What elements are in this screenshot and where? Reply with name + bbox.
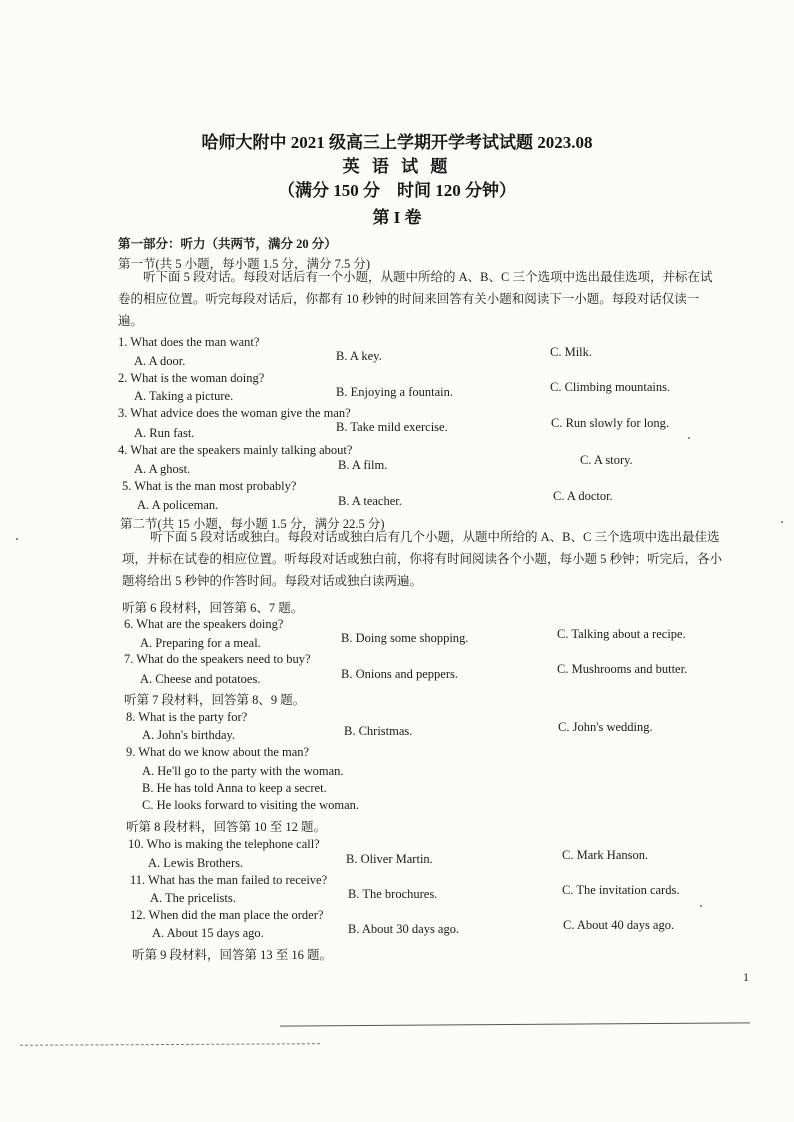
material-note-9: 听第 9 段材料，回答第 13 至 16 题。 xyxy=(132,948,333,962)
question-11: 11. What has the man failed to receive? xyxy=(130,873,328,887)
question-12: 12. When did the man place the order? xyxy=(130,908,324,922)
question-9: 9. What do we know about the man? xyxy=(126,745,310,759)
section1-instructions xyxy=(118,266,718,332)
q5-option-c: C. A doctor. xyxy=(553,489,613,503)
q1-option-b: B. A key. xyxy=(336,349,382,363)
q11-option-a: A. The pricelists. xyxy=(150,891,236,905)
q10-option-c: C. Mark Hanson. xyxy=(562,848,649,862)
question-7: 7. What do the speakers need to buy? xyxy=(124,652,311,666)
q9-option-b: B. He has told Anna to keep a secret. xyxy=(142,781,327,795)
q8-option-b: B. Christmas. xyxy=(344,724,413,738)
q7-option-b: B. Onions and peppers. xyxy=(341,667,458,681)
material-note-8: 听第 8 段材料，回答第 10 至 12 题。 xyxy=(126,820,327,834)
q1-option-a: A. A door. xyxy=(134,354,186,368)
scan-speck xyxy=(781,521,783,523)
q6-option-c: C. Talking about a recipe. xyxy=(557,627,686,641)
q3-option-b: B. Take mild exercise. xyxy=(336,420,448,434)
bottom-rule xyxy=(280,1022,750,1026)
material-note-7: 听第 7 段材料，回答第 8、9 题。 xyxy=(124,693,306,707)
volume-title: 第 I 卷 xyxy=(372,208,422,227)
q4-option-a: A. A ghost. xyxy=(134,462,191,476)
q6-option-a: A. Preparing for a meal. xyxy=(140,636,261,650)
scan-speck xyxy=(16,538,18,540)
q3-option-a: A. Run fast. xyxy=(134,426,195,440)
question-5: 5. What is the man most probably? xyxy=(122,479,297,493)
q12-option-a: A. About 15 days ago. xyxy=(152,926,264,940)
question-4: 4. What are the speakers mainly talking about? xyxy=(118,443,353,457)
q9-option-c: C. He looks forward to visiting the woman. xyxy=(142,798,359,812)
bottom-dashed-rule xyxy=(20,1043,320,1046)
q8-option-a: A. John's birthday. xyxy=(142,728,236,742)
question-6: 6. What are the speakers doing? xyxy=(124,617,284,631)
q11-option-b: B. The brochures. xyxy=(348,887,438,901)
q10-option-a: A. Lewis Brothers. xyxy=(148,856,244,870)
question-3: 3. What advice does the woman give the man? xyxy=(118,406,351,420)
q4-option-b: B. A film. xyxy=(338,458,388,472)
question-10: 10. Who is making the telephone call? xyxy=(128,837,320,851)
question-1: 1. What does the man want? xyxy=(118,335,260,349)
exam-title: 哈师大附中 2021 级高三上学期开学考试试题 2023.08 xyxy=(201,133,593,152)
q7-option-a: A. Cheese and potatoes. xyxy=(140,672,261,686)
q7-option-c: C. Mushrooms and butter. xyxy=(557,662,688,676)
question-2: 2. What is the woman doing? xyxy=(118,371,265,385)
part1-title: 第一部分：听力（共两节，满分 20 分） xyxy=(118,237,337,251)
section2-title: 第二节(共 15 小题，每小题 1.5 分，满分 22.5 分) xyxy=(120,517,385,531)
material-note-6: 听第 6 段材料，回答第 6、7 题。 xyxy=(122,601,304,615)
scan-speck xyxy=(700,905,702,907)
q2-option-b: B. Enjoying a fountain. xyxy=(336,385,453,399)
section2-instructions-text: 听下面 5 段对话或独白。每段对话或独白后有几个小题，从题中所给的 A、B、C 三个选项中选出最佳选项，并标在试卷的相应位置。听每段对话或独白前，你将有时间阅读各个小题，每小题 5 秒钟；听完后，各小题将给出 5 秒钟的作答时间。每段对话或独白读两遍。 xyxy=(122,530,723,588)
q9-option-a: A. He'll go to the party with the woman. xyxy=(142,764,344,778)
q8-option-c: C. John's wedding. xyxy=(558,720,653,734)
section2-instructions xyxy=(122,526,722,592)
scan-speck xyxy=(688,437,690,439)
q11-option-c: C. The invitation cards. xyxy=(562,883,680,897)
page-number: 1 xyxy=(743,970,749,984)
q12-option-b: B. About 30 days ago. xyxy=(348,922,460,936)
section1-title: 第一节(共 5 小题，每小题 1.5 分，满分 7.5 分) xyxy=(118,257,371,271)
q2-option-a: A. Taking a picture. xyxy=(134,389,234,403)
q2-option-c: C. Climbing mountains. xyxy=(550,380,671,394)
q1-option-c: C. Milk. xyxy=(550,345,593,359)
section1-instructions-text: 听下面 5 段对话。每段对话后有一个小题，从题中所给的 A、B、C 三个选项中选出最佳选项，并标在试卷的相应位置。听完每段对话后，你都有 10 秒钟的时间来回答有关小题和阅读下一小题。每段对话仅读一遍。 xyxy=(118,270,713,328)
question-8: 8. What is the party for? xyxy=(126,710,248,724)
score-time: （满分 150 分 时间 120 分钟） xyxy=(278,181,516,200)
q6-option-b: B. Doing some shopping. xyxy=(341,631,469,645)
q4-option-c: C. A story. xyxy=(580,453,633,467)
subject-title: 英 语 试 题 xyxy=(342,157,452,176)
q5-option-a: A. A policeman. xyxy=(137,498,219,512)
q10-option-b: B. Oliver Martin. xyxy=(346,852,433,866)
q12-option-c: C. About 40 days ago. xyxy=(563,918,675,932)
q3-option-c: C. Run slowly for long. xyxy=(551,416,670,430)
q5-option-b: B. A teacher. xyxy=(338,494,402,508)
